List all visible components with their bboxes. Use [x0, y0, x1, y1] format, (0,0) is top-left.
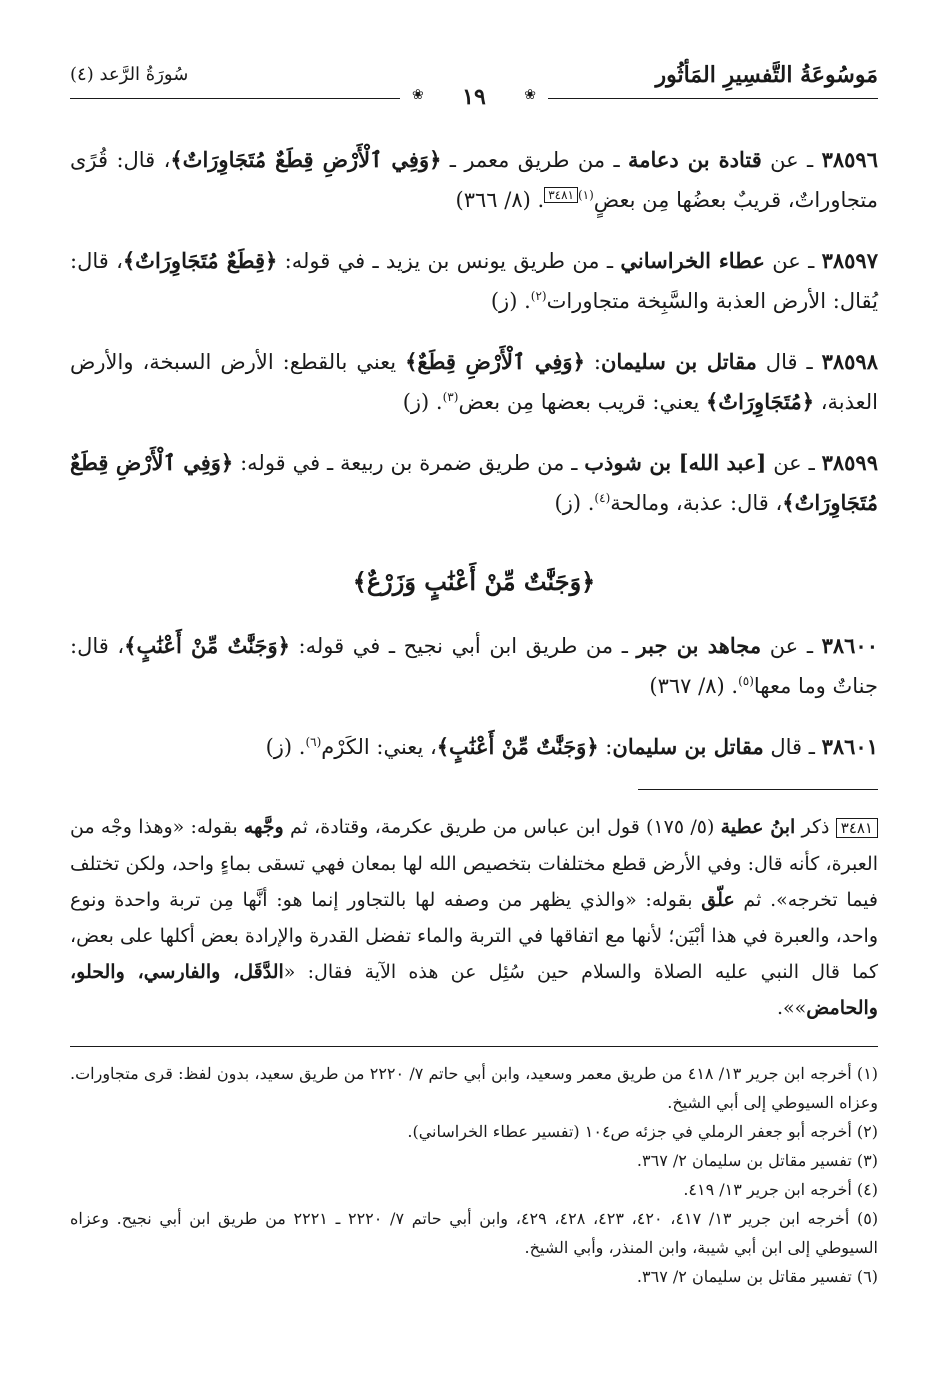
- entry-text: ، قال: يُقال: الأرض العذبة والسَّبِخة متجاورات: [70, 249, 878, 313]
- footnote: (٤) أخرجه ابن جرير ١٣/ ٤١٩.: [683, 1180, 878, 1199]
- verse-heading: ﴿وَجَنَّٰتٌ مِّنْ أَعْنَٰبٍ وَزَرْعٌ﴾: [352, 567, 596, 596]
- source-ref: (ز): [265, 735, 293, 759]
- entry-text: ، قال: عذبة، ومالحة: [610, 491, 783, 515]
- narrator-name: مقاتل بن سليمان: [600, 349, 757, 374]
- commentary-text: (٥/ ١٧٥) قول ابن عباس من طريق عكرمة، وقتادة، ثم: [283, 816, 721, 838]
- commentary-emphasis: الدَّقَل، والفارسي، والحلو، والحامض: [70, 961, 878, 1019]
- entry-text: ، قال: جناتٌ وما معها: [70, 634, 878, 698]
- hadith-entry: [70, 140, 878, 220]
- source-ref: (ز): [490, 289, 518, 313]
- entry-text: ـ عن: [761, 148, 822, 172]
- quran-quote: ﴿وَفِي ٱلْأَرْضِ قِطَعٌ مُتَجَاوِرَاتٌ﴾: [170, 147, 442, 172]
- entry-number: ٣٨٥٩٧: [821, 248, 878, 273]
- entry-text: ، يعني: الكَرْم: [321, 735, 437, 759]
- commentary-text: »».: [776, 997, 807, 1019]
- narrator-name: عطاء الخراساني: [620, 248, 765, 273]
- entries-section: [70, 140, 878, 523]
- footnote-marker: (٣): [442, 390, 459, 404]
- entry-text: ، قال: قُرًى متجاوراتٌ، قريبٌ بعضُها مِن بعضٍ: [70, 148, 878, 212]
- footnote-marker: (٦): [305, 735, 322, 749]
- page: [70, 58, 878, 1291]
- hadith-entry: [70, 727, 878, 767]
- entry-text: .: [530, 188, 545, 212]
- commentary-text: ذكر: [795, 816, 836, 838]
- page-header: [70, 58, 878, 110]
- source-ref: (٨/ ٣٦٦): [455, 188, 531, 212]
- ornament-icon: ❀: [524, 87, 536, 103]
- book-title: مَوسُوعَةُ التَّفسِيرِ المَأثُور: [655, 62, 878, 88]
- narrator-name: [عبد الله] بن شوذب: [584, 450, 767, 475]
- header-rule-right: [548, 98, 878, 99]
- entry-text: يعني بالقطع: الأرض السبخة، والأرض العذبة،: [70, 350, 878, 414]
- ornament-icon: ❀: [412, 87, 424, 103]
- hadith-entry: [70, 443, 878, 523]
- footnote: (٣) تفسير مقاتل بن سليمان ٢/ ٣٦٧.: [636, 1151, 878, 1170]
- entry-text: ـ من طريق معمر ـ: [441, 148, 628, 172]
- footnote: (٢) أخرجه أبو جعفر الرملي في جزئه ص١٠٤ (تفسير عطاء الخراساني).: [407, 1122, 878, 1141]
- footnote: (٥) أخرجه ابن جرير ١٣/ ٤١٧، ٤٢٠، ٤٢٣، ٤٢٨، ٤٢٩، وابن أبي حاتم ٧/ ٢٢٢٠ ـ ٢٢٢١ من طريق ابن أبي نجيح. وعزاه السيوطي إلى ابن أبي شيبة، وابن المنذر، وأبي الشيخ.: [70, 1209, 879, 1257]
- quran-quote: ﴿وَجَنَّٰتٌ مِّنْ أَعْنَٰبٍ﴾: [124, 633, 290, 658]
- entry-text: يعني: قريب بعضها مِن بعض: [458, 390, 706, 414]
- entry-text: ـ من طريق يونس بن يزيد ـ في قوله:: [277, 249, 621, 273]
- surah-label: سُورَةُ الرَّعد (٤): [70, 64, 189, 85]
- commentary-text: بقوله: «والذي يظهر من وصفه لها بالتجاور إنما هو: أنَّها مِن تربة واحدة ونوع واحد، والعبرة في هذا أبْيَن؛ لأنها مع اتفاقها في التربة والماء تفضل القدرة والإرادة بعض أكلها على بعض، كما قال النبي عليه الصلاة والسلام حين سُئِل عن هذه الآية فقال: «: [70, 889, 879, 983]
- entry-text: ـ عن: [766, 451, 822, 475]
- source-ref: (٨/ ٣٦٧): [649, 674, 725, 698]
- footnote-marker: (٥): [738, 674, 754, 688]
- commentary-emphasis: ابنُ عطية: [720, 816, 796, 838]
- entry-text: ـ عن: [764, 249, 822, 273]
- entry-text: .: [292, 735, 306, 759]
- narrator-name: قتادة بن دعامة: [628, 147, 762, 172]
- entry-text: :: [584, 350, 601, 374]
- entry-text: ـ من طريق ابن أبي نجيح ـ في قوله:: [289, 634, 637, 658]
- hadith-entry: [70, 626, 878, 706]
- quran-quote: ﴿وَجَنَّٰتٌ مِّنْ أَعْنَٰبٍ﴾: [436, 734, 599, 759]
- commentary-text: بقوله: «وهذا وجْه من العبرة، كأنه قال: وفي الأرض قطع مختلفات بتخصيص الله لها بمعان فهي تسقى بماءٍ واحد، ولكن تختلف فيما تخرجه». ثم: [70, 816, 878, 911]
- commentary-marker: ٣٤٨١: [544, 187, 578, 203]
- entry-text: .: [724, 674, 739, 698]
- footnotes-separator: [70, 1046, 878, 1047]
- entry-number: ٣٨٦٠١: [821, 734, 878, 759]
- narrator-name: مقاتل بن سليمان: [612, 734, 764, 759]
- quran-quote: ﴿مُتَجَاوِرَاتٌ﴾: [706, 389, 815, 414]
- entry-text: .: [517, 289, 531, 313]
- header-rule-left: [70, 98, 400, 99]
- footnote-marker: (٤): [594, 491, 611, 505]
- quran-quote: ﴿وَفِي ٱلْأَرْضِ قِطَعٌ مُتَجَاوِرَاتٌ﴾: [70, 450, 878, 515]
- hadith-entry: [70, 342, 878, 422]
- entry-text: ـ من طريق ضمرة بن ربيعة ـ في قوله:: [233, 451, 585, 475]
- commentary-number: ٣٤٨١: [836, 818, 878, 838]
- entry-text: ـ قال: [756, 350, 822, 374]
- entry-text: ـ قال: [763, 735, 822, 759]
- entry-text: ـ عن: [761, 634, 822, 658]
- footnotes-section: [70, 1059, 878, 1291]
- commentary-block: [70, 809, 878, 1026]
- entry-text: .: [429, 390, 443, 414]
- page-number: ١٩: [462, 84, 486, 110]
- entry-number: ٣٨٥٩٦: [821, 147, 878, 172]
- footnote-marker: (٢): [530, 289, 547, 303]
- footnote: (٦) تفسير مقاتل بن سليمان ٢/ ٣٦٧.: [636, 1267, 878, 1286]
- commentary-emphasis: علّق: [701, 889, 735, 911]
- quran-quote: ﴿وَفِي ٱلْأَرْضِ قِطَعٌ﴾: [405, 349, 585, 374]
- entries-section-2: [70, 626, 878, 767]
- entry-text: .: [581, 491, 595, 515]
- quran-quote: ﴿قِطَعٌ مُتَجَاوِرَاتٌ﴾: [122, 248, 278, 273]
- source-ref: (ز): [554, 491, 582, 515]
- hadith-entry: [70, 241, 878, 321]
- entry-number: ٣٨٦٠٠: [821, 633, 878, 658]
- entry-number: ٣٨٥٩٩: [821, 450, 878, 475]
- footnote: (١) أخرجه ابن جرير ١٣/ ٤١٨ من طريق معمر وسعيد، وابن أبي حاتم ٧/ ٢٢٢٠ من طريق سعيد، بدون لفظ: قرى متجاورات. وعزاه السيوطي إلى أبي الشيخ.: [70, 1064, 879, 1112]
- commentary-separator: [638, 789, 878, 790]
- footnote-marker: (١): [577, 188, 594, 202]
- entry-text: :: [598, 735, 613, 759]
- narrator-name: مجاهد بن جبر: [636, 633, 762, 658]
- entry-number: ٣٨٥٩٨: [821, 349, 878, 374]
- commentary-emphasis: وجَّهه: [243, 816, 284, 838]
- source-ref: (ز): [402, 390, 430, 414]
